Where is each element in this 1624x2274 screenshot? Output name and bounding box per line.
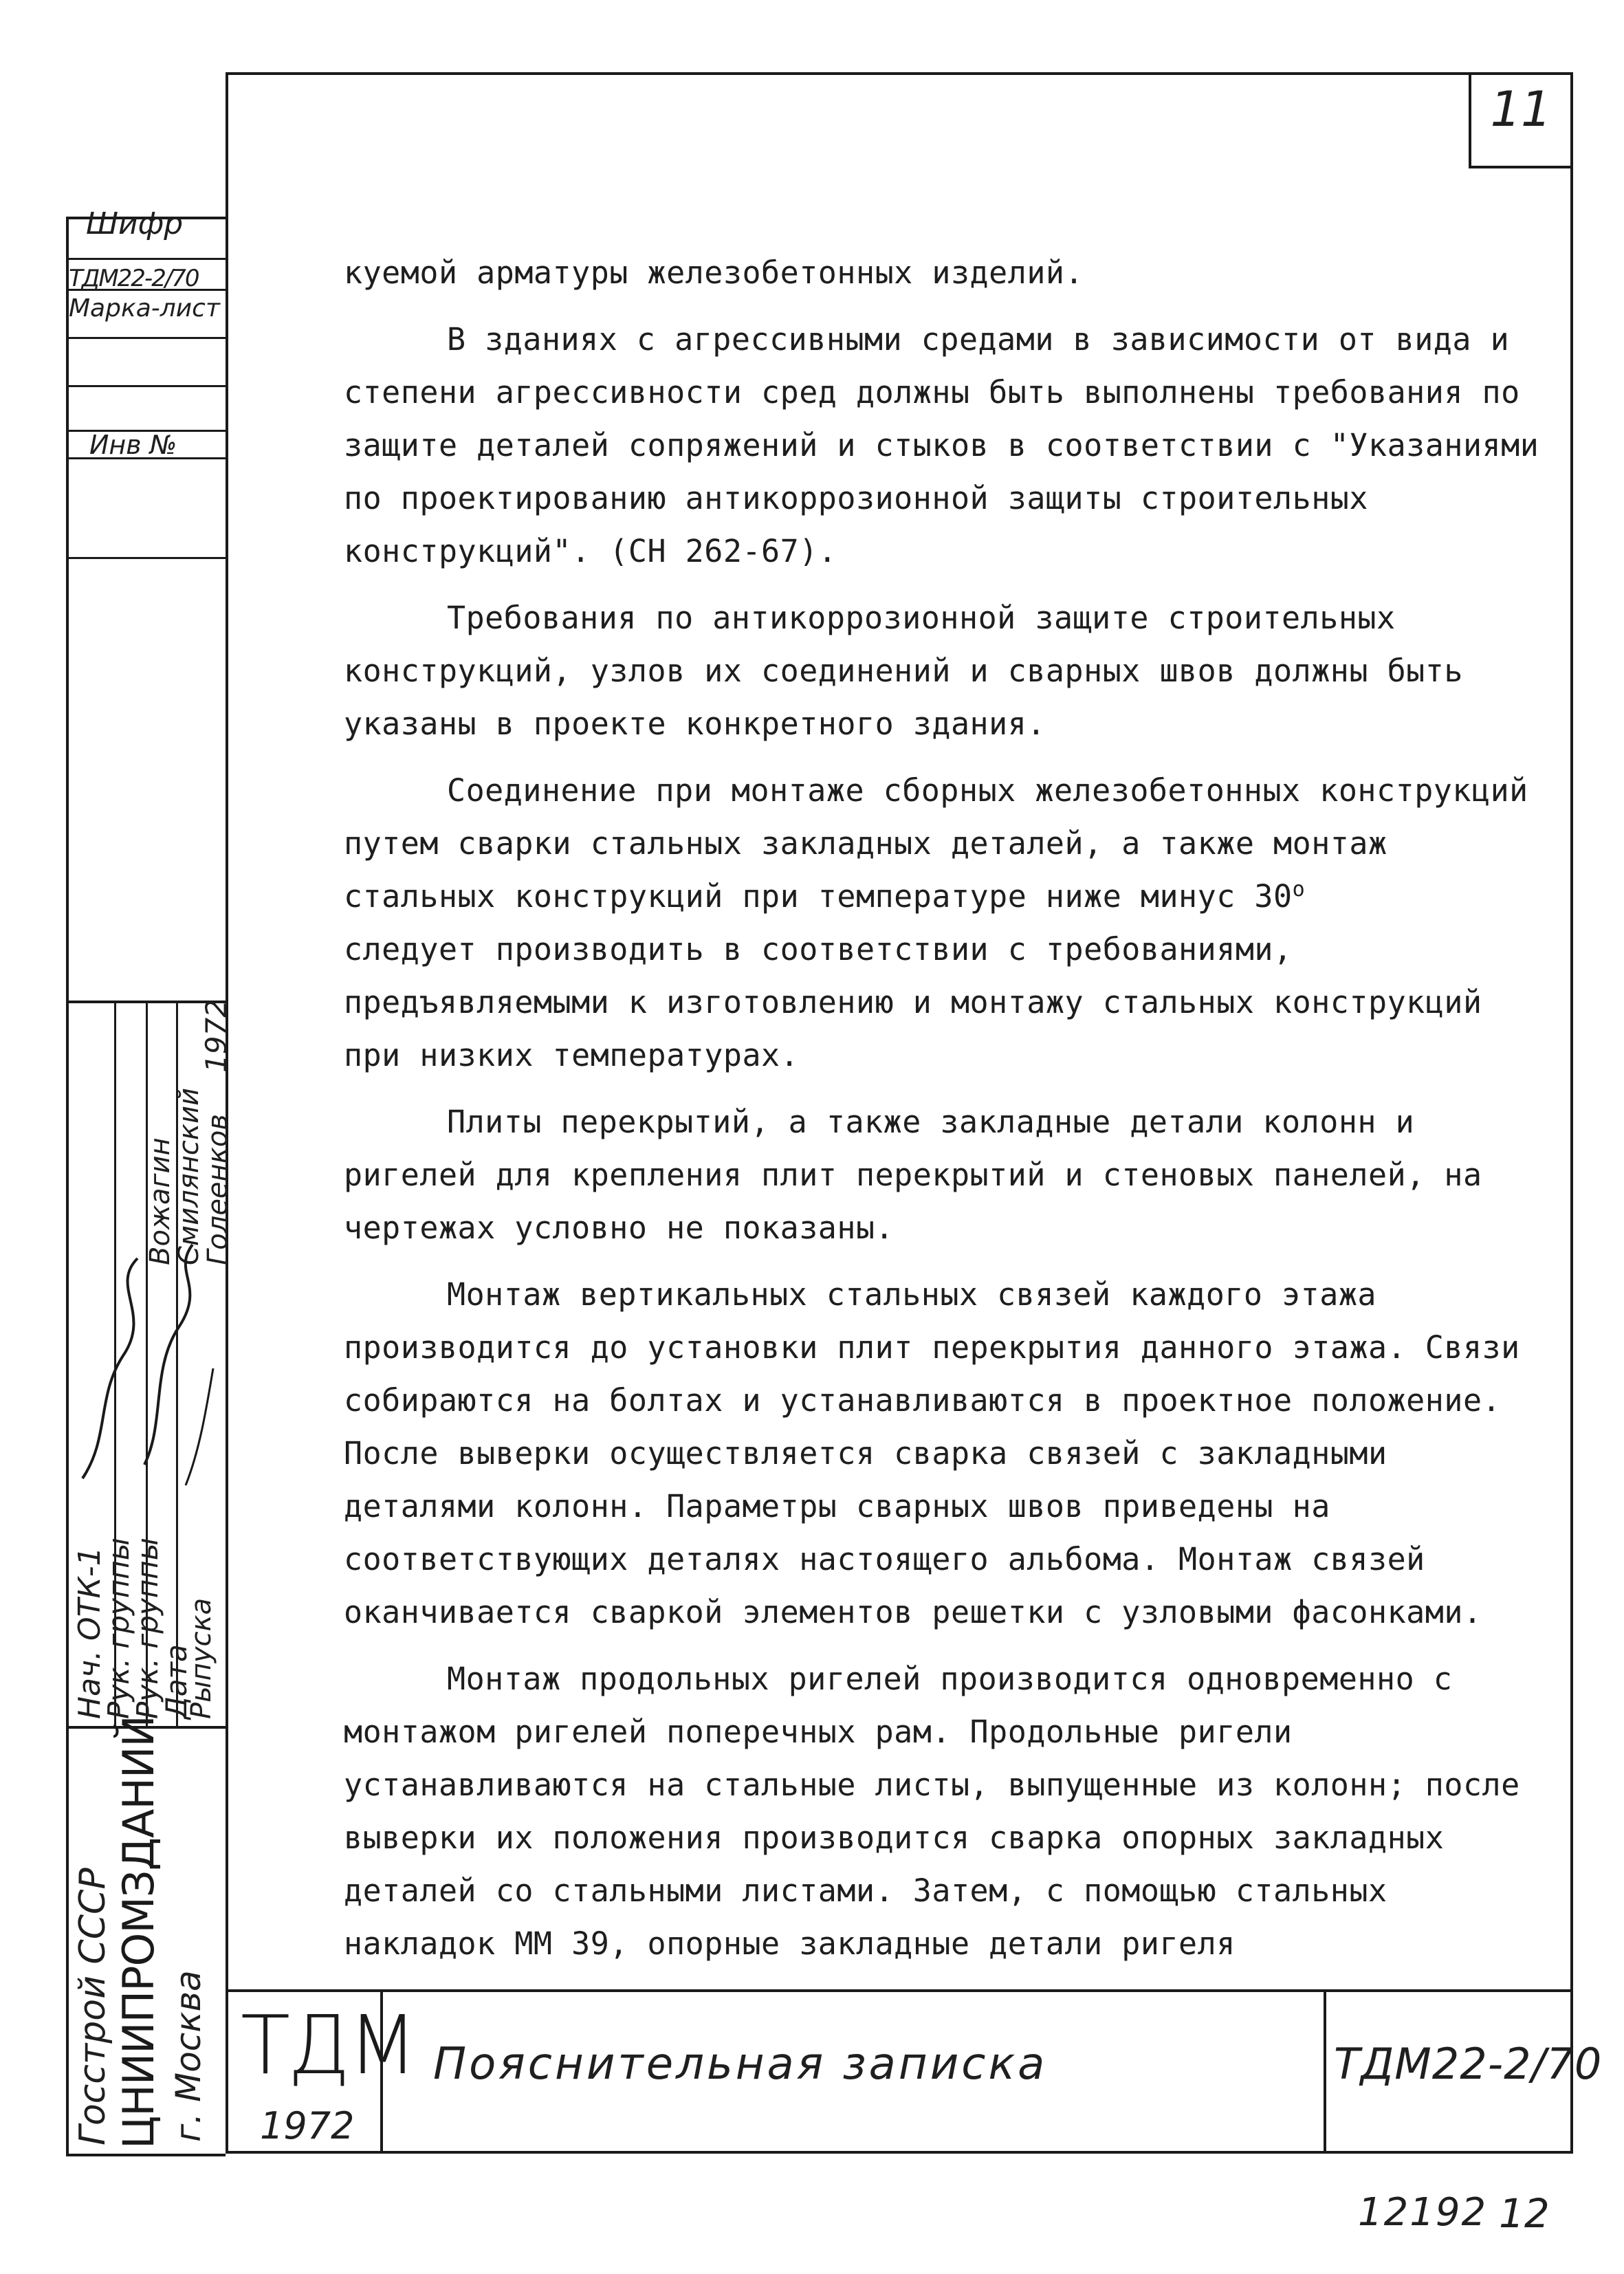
paragraph: В зданиях с агрессивными средами в зависимости от вида и степени агрессивности сред должны быть выполнены требования по защите деталей сопряжений и стыков в соответствии с "Указаниями по проектированию антикоррозионной защиты строительных конструкций". (СН 262-67). [344, 321, 1558, 569]
paragraph: следует производить в соответствии с требованиями, предъявляемыми к изготовлению и монтажу стальных конструкций при низких температурах. [344, 931, 1502, 1073]
paragraph: Монтаж продольных ригелей производится одновременно с монтажом ригелей поперечных рам. Продольные ригели устанавливаются на стальные листы, выпущенные из колонн; после выверки их положения производится сварка опорных закладных деталей со стальными листами. Затем, с помощью стальных накладок ММ 39, опорные закладные детали ригеля [344, 1661, 1539, 1962]
inv-label: Инв № [89, 430, 177, 460]
handwritten-signatures [69, 1231, 223, 1492]
signature-name-1: Вожагин [144, 1137, 176, 1265]
paragraph: Монтаж вертикальных стальных связей каждого этажа производится до установки плит перекрытия данного этажа. Связи собираются на болтах и устанавливаются в проектное положение. После выверки осуществляется сварка связей с закладными деталями колонн. Параметры сварных швов приведены на соответствующих деталях настоящего альбома. Монтаж связей оканчивается сваркой элементов решетки с узловыми фасонками. [344, 1276, 1539, 1630]
mark-sheet-label: Марка-лист [69, 294, 220, 322]
sheet-number: 12 [1499, 2190, 1550, 2237]
cipher-value: ТДМ22-2/70 [69, 265, 199, 292]
paragraph: Требования по антикоррозионной защите строительных конструкций, узлов их соединений и сварных швов должны быть указаны в проекте конкретного здания. [344, 600, 1482, 742]
org-line-2: ЦНИИПРОМЗДАНИЙ [113, 1716, 164, 2149]
page-number: 11 [1490, 81, 1552, 138]
document-title: Пояснительная записка [433, 2039, 1048, 2090]
tdm-year: 1972 [260, 2104, 355, 2147]
paragraph: Соединение при монтаже сборных железобетонных конструкций путем сварки стальных закладных деталей, а также монтаж стальных конструкций при температуре ниже минус $30^о$ [344, 772, 1548, 915]
org-line-3: г. Москва [168, 1970, 208, 2142]
title-block-divider [1324, 1989, 1326, 2154]
signature-name-4: Рыпуска [186, 1597, 217, 1719]
archive-number: 12192 [1358, 2190, 1488, 2235]
document-code: ТДМ22-2/70 [1334, 2039, 1603, 2089]
degree-sign: о [1292, 877, 1306, 901]
signature-role-4: Дата [160, 1644, 193, 1719]
signature-role-2: Рук. группы [102, 1538, 135, 1719]
cipher-label: Шифр [86, 206, 184, 241]
body-text [344, 246, 1558, 1984]
signature-role-3: Рук. группы [131, 1538, 164, 1719]
org-line-1: Госстрой СССР [72, 1868, 113, 2145]
signature-year: 1972 [199, 999, 233, 1073]
signature-name-2: Смилянский [173, 1087, 205, 1265]
signature-role-1: Нач. ОТК-1 [72, 1546, 107, 1719]
paragraph: куемой арматуры железобетонных изделий. [344, 254, 1084, 291]
signature-name-3: Голеенков [202, 1114, 234, 1265]
paragraph: Плиты перекрытий, а также закладные детали колонн и ригелей для крепления плит перекрытий и стеновых панелей, на чертежах условно не показаны. [344, 1104, 1502, 1246]
tdm-logo: ТДМ [241, 1998, 415, 2092]
